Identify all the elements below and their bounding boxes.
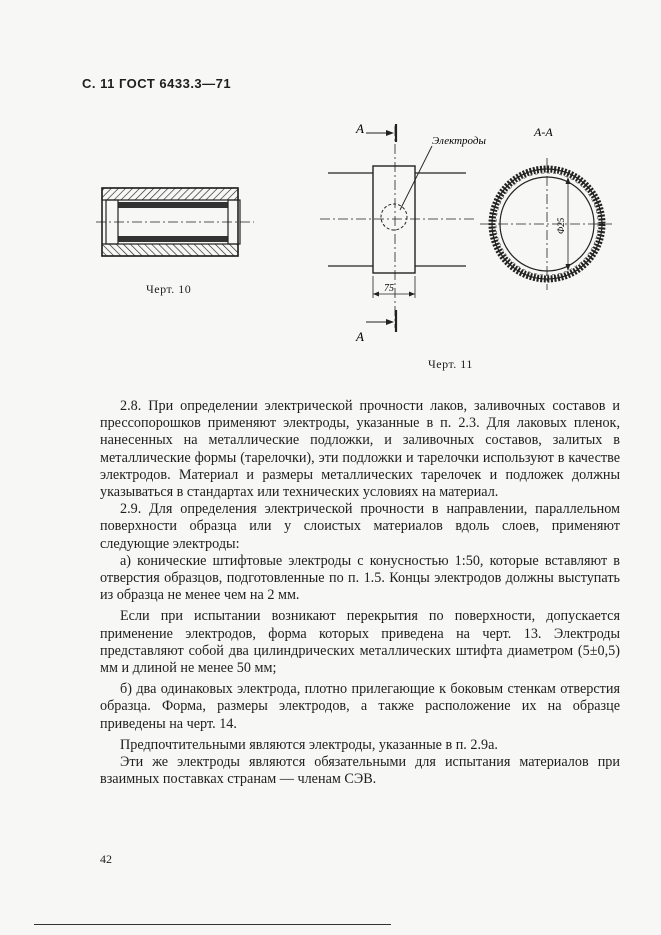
section-marker-bottom: А	[356, 329, 364, 343]
figure-11-caption: Черт. 11	[428, 357, 473, 371]
width-dimension-label: 75	[384, 283, 394, 294]
section-marker-top: А	[356, 121, 364, 136]
paragraph-mandatory: Эти же электроды являются обязательными для испытания материалов при взаимных поставках странам — членам СЭВ.	[100, 754, 620, 788]
footer-rule	[34, 924, 391, 925]
paragraph-2-9-b: б) два одинаковых электрода, плотно прилегающие к боковым стенкам отверстия образца. Форма, размеры электродов, а также расположение их на образце приведены на черт. 14.	[100, 681, 620, 732]
page-number: 42	[100, 852, 112, 866]
tube-section	[96, 188, 254, 256]
tube-side-view	[320, 124, 475, 332]
section-title: А-А	[534, 125, 553, 139]
paragraph-preferred: Предпочтительными являются электроды, указанные в п. 2.9а.	[120, 736, 498, 753]
page-header: С. 11 ГОСТ 6433.3—71	[82, 76, 232, 91]
paragraph-2-9: 2.9. Для определения электрической прочности в направлении, параллельном поверхности образца или у слоистых материалов вдоль слоев, применяют следующие электроды:	[100, 501, 620, 552]
body-text	[100, 398, 620, 788]
section-a-a-view	[480, 158, 612, 290]
diameter-label: Ф25	[556, 217, 566, 234]
figure-10-caption: Черт. 10	[146, 282, 192, 296]
paragraph-2-8: 2.8. При определении электрической прочности лаков, заливочных составов и прессопорошков применяют электроды, указанные в п. 2.3. Для лаковых пленок, нанесенных на металлические подложки, и заливочных составов, залитых в металлические формы (тарелочки), эти подложки и тарелочки используют в качестве электродов. Материал и размеры металлических тарелочек и подложек должны указываться в стандартах или технических условиях на материал.	[100, 398, 620, 501]
electrodes-label: Электроды	[432, 135, 486, 147]
figure-11-drawing	[320, 118, 620, 343]
paragraph-2-9-a: а) конические штифтовые электроды с конусностью 1:50, которые вставляют в отверстия образцов, подготовленные по п. 1.5. Концы электродов должны выступать из образца не менее чем на 2 мм.	[100, 552, 620, 604]
paragraph-surface-flashover: Если при испытании возникают перекрытия по поверхности, допускается применение электродов, форма которых приведена на черт. 13. Электроды представляют собой два цилиндрических металлических штифта диаметром (5±0,5) мм и длиной не менее 50 мм;	[100, 608, 620, 677]
figure-10-drawing	[96, 182, 256, 264]
